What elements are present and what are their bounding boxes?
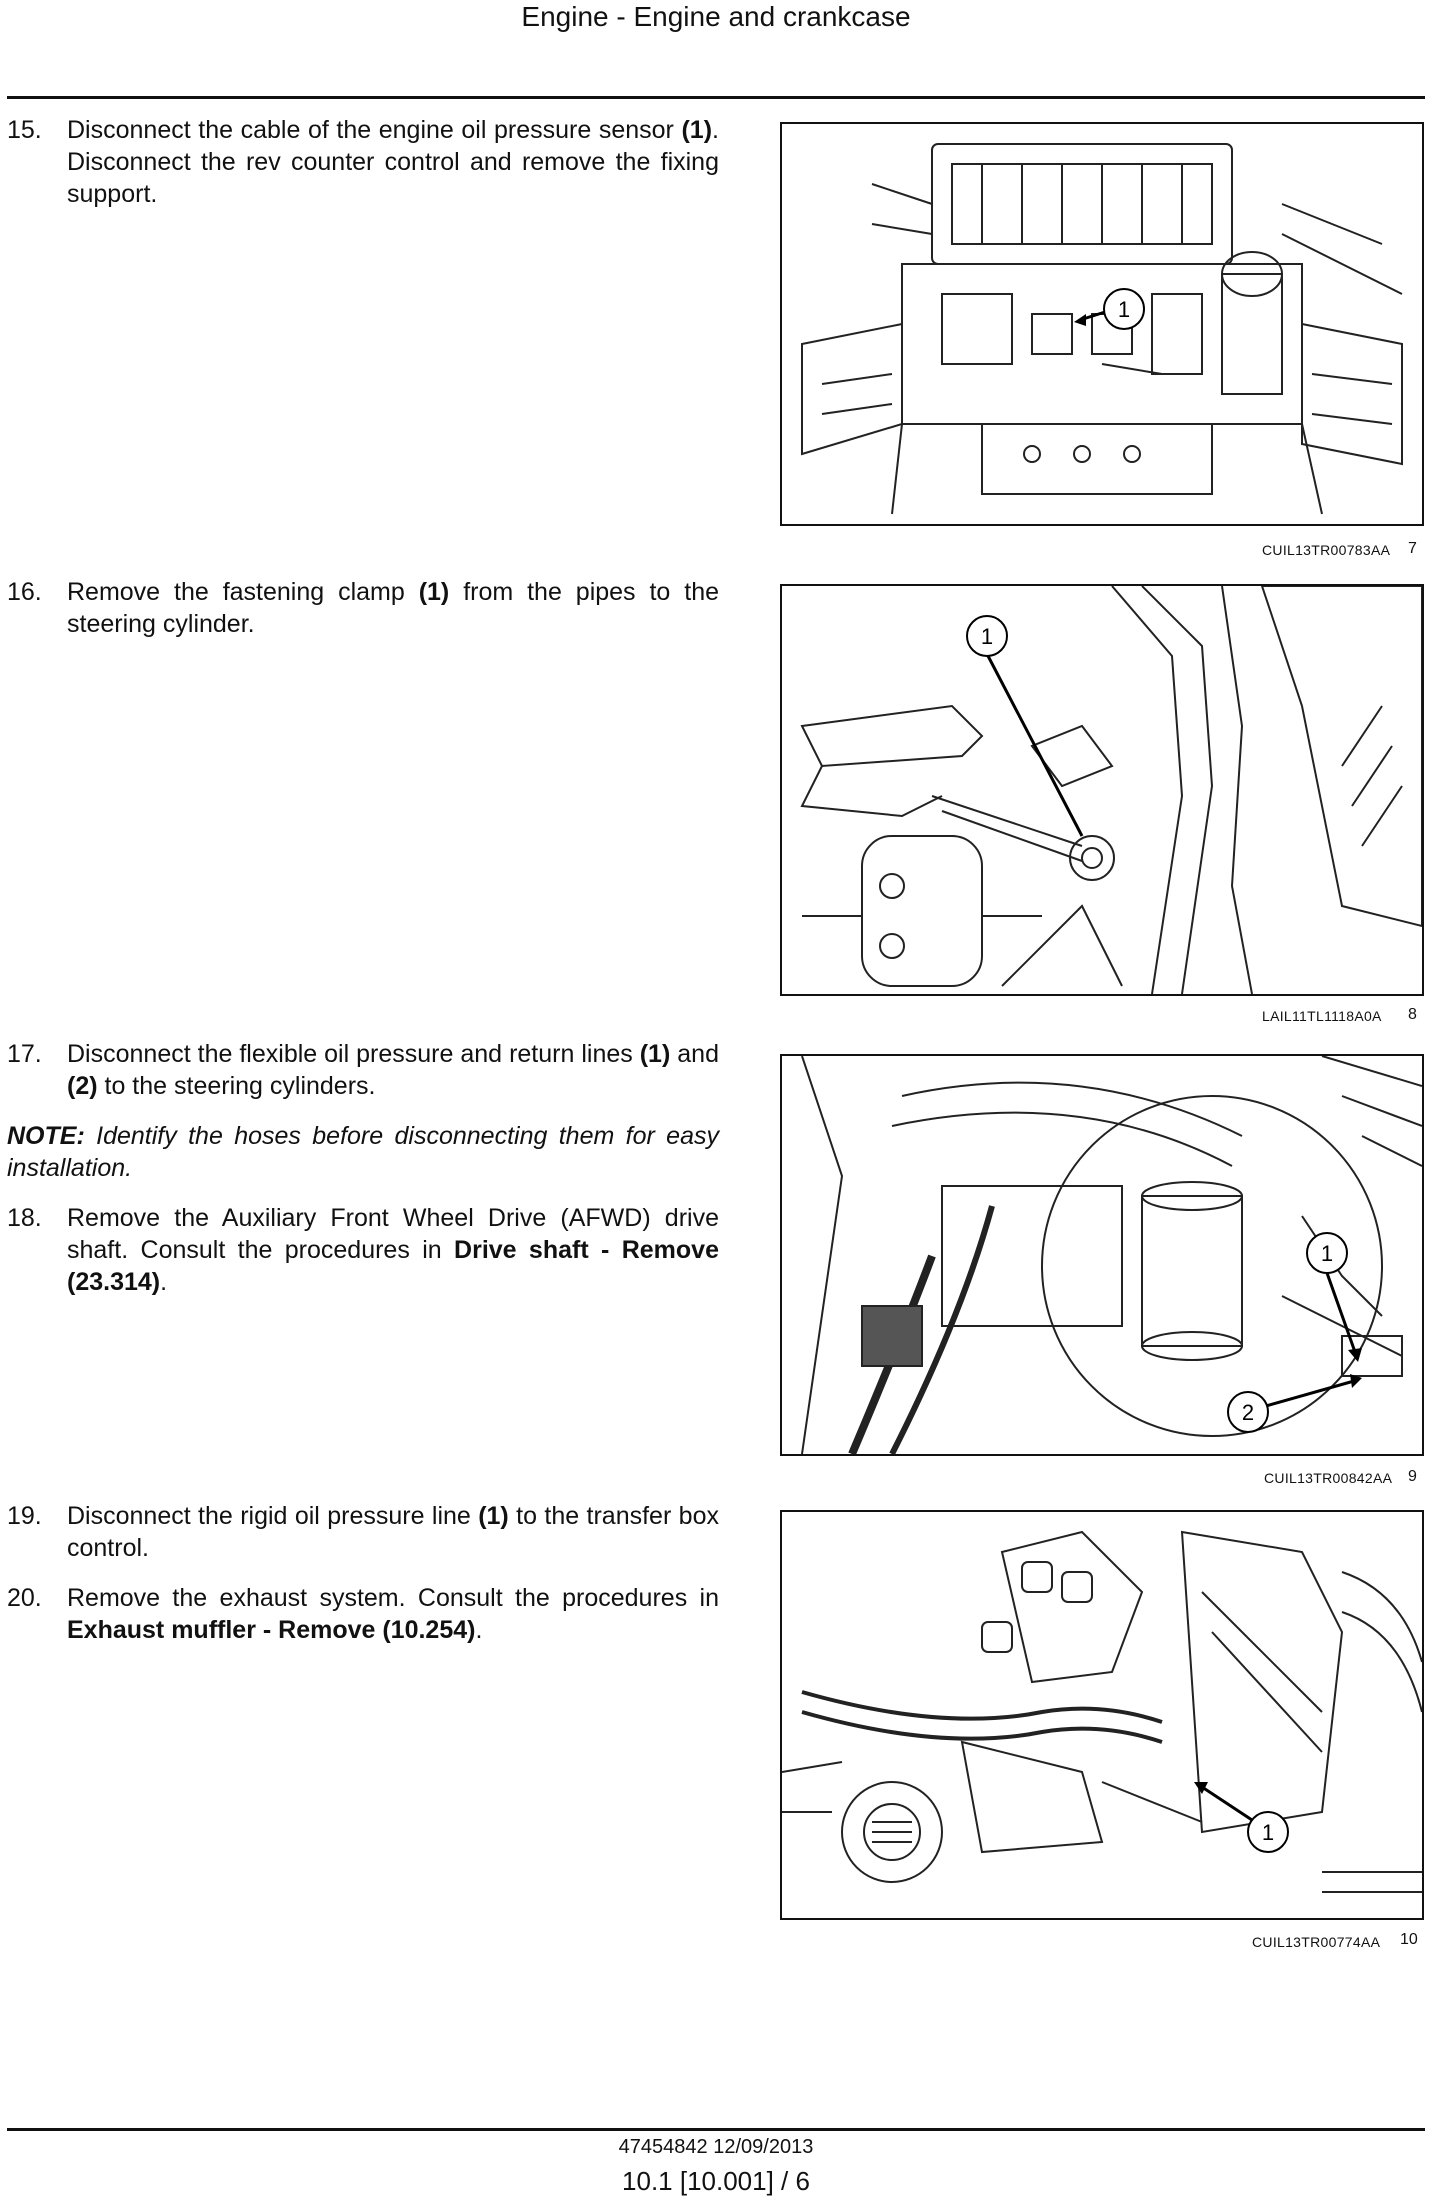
step-number: 15. xyxy=(7,116,42,144)
callout-label: 1 xyxy=(1117,297,1131,322)
figure-oil-lines xyxy=(780,1054,1424,1456)
figure-engine-oil-sensor xyxy=(780,122,1424,526)
callout-arrow xyxy=(1074,314,1086,326)
clamp-illustration xyxy=(782,586,1422,994)
figure-number: 8 xyxy=(1408,1006,1417,1023)
callout-leader xyxy=(1266,1381,1354,1406)
note-text: Identify the hoses before disconnecting them for easy installation. xyxy=(7,1122,719,1182)
step-number: 16. xyxy=(7,578,42,606)
step-18 xyxy=(7,1202,719,1298)
step-20 xyxy=(7,1582,719,1646)
step-text xyxy=(67,576,719,640)
step-text-run: and xyxy=(670,1040,719,1068)
step-number: 17. xyxy=(7,1040,42,1068)
callout-arrow xyxy=(1348,1348,1362,1362)
step-number: 18. xyxy=(7,1204,42,1232)
figure-code: LAIL11TL1118A0A xyxy=(1262,1008,1382,1024)
figure-steering-clamp xyxy=(780,584,1424,996)
figure-transfer-box-line xyxy=(780,1510,1424,1920)
step-number: 19. xyxy=(7,1502,42,1530)
step-text-run: to the transfer box control. xyxy=(67,1502,719,1562)
step-text-run: Disconnect the flexible oil pressure and return lines xyxy=(67,1040,640,1068)
step-text-run: Remove the Auxiliary Front Wheel Drive (AFWD) drive shaft. Consult the procedures in xyxy=(67,1204,719,1264)
step-text-bold: (2) xyxy=(67,1072,98,1100)
step-19 xyxy=(7,1500,719,1564)
figure-code: CUIL13TR00842AA xyxy=(1264,1470,1393,1486)
footer-page-number: 10.1 [10.001] / 6 xyxy=(622,2166,810,2196)
step-17 xyxy=(7,1038,719,1102)
figure-code: CUIL13TR00774AA xyxy=(1252,1934,1381,1950)
callout-label: 1 xyxy=(980,624,994,649)
callout-leader xyxy=(987,654,1082,836)
figure-number: 10 xyxy=(1400,1931,1418,1948)
footer-doc-info: 47454842 12/09/2013 xyxy=(618,2136,814,2158)
note xyxy=(7,1120,719,1184)
step-text-run: . Disconnect the rev counter control and remove the fixing support. xyxy=(67,116,719,208)
callout-label: 2 xyxy=(1241,1400,1255,1425)
step-text xyxy=(67,1582,719,1646)
callout-label: 1 xyxy=(1320,1241,1334,1266)
step-15 xyxy=(7,114,719,210)
step-text-bold: Drive shaft - Remove (23.314) xyxy=(67,1236,719,1296)
figure-code: CUIL13TR00783AA xyxy=(1262,542,1391,558)
footer-rule xyxy=(7,2128,1425,2131)
step-text xyxy=(67,114,719,210)
figure-number: 9 xyxy=(1408,1468,1417,1485)
step-text-run: Remove the fastening clamp xyxy=(67,578,419,606)
step-text-bold: (1) xyxy=(681,116,713,144)
page-header: Engine - Engine and crankcase xyxy=(521,1,911,32)
note-label: NOTE: xyxy=(7,1122,85,1150)
step-text-run: from the pipes to the steering cylinder. xyxy=(67,578,720,638)
step-text-run: . xyxy=(475,1616,483,1644)
callout-label: 1 xyxy=(1261,1820,1275,1845)
step-text-run: to the steering cylinders. xyxy=(97,1072,376,1100)
figure-number: 7 xyxy=(1408,540,1417,557)
step-text-bold: (1) xyxy=(639,1040,671,1068)
step-text xyxy=(67,1202,719,1298)
step-text-run: Disconnect the cable of the engine oil pressure sensor xyxy=(67,116,682,144)
oil-lines-illustration xyxy=(782,1056,1422,1454)
step-text xyxy=(67,1038,719,1102)
step-text-bold: (1) xyxy=(478,1502,509,1530)
step-text-bold: Exhaust muffler - Remove (10.254) xyxy=(67,1616,476,1644)
callout-leader xyxy=(1202,1787,1252,1820)
step-number: 20. xyxy=(7,1584,42,1612)
header-rule xyxy=(7,96,1425,99)
step-text xyxy=(67,1500,719,1564)
step-text-run: Disconnect the rigid oil pressure line xyxy=(67,1502,479,1530)
step-text-run: . xyxy=(160,1268,168,1296)
step-text-bold: (1) xyxy=(418,578,450,606)
engine-illustration xyxy=(782,124,1422,524)
step-16 xyxy=(7,576,719,640)
step-text-run: Remove the exhaust system. Consult the procedures in xyxy=(67,1584,719,1612)
transfer-box-illustration xyxy=(782,1512,1422,1918)
